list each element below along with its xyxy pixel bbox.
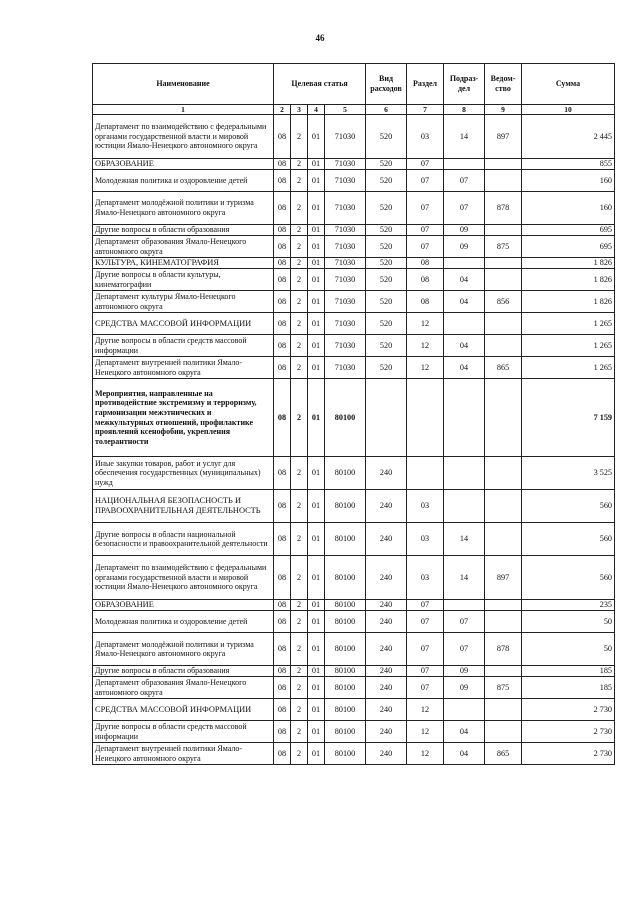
table-cell-razdel: 03: [407, 115, 444, 159]
table-cell-vedomstvo: 897: [485, 556, 522, 600]
table-cell-vid: 240: [366, 611, 407, 633]
table-cell-razdel: 07: [407, 236, 444, 258]
table-cell-summa: 560: [522, 556, 615, 600]
table-row: [93, 666, 615, 677]
table-cell-podrazdel: [444, 379, 485, 457]
table-cell-program: 08: [274, 699, 291, 721]
table-cell-razdel: 07: [407, 677, 444, 699]
table-cell-vedomstvo: 875: [485, 236, 522, 258]
table-cell-program: 08: [274, 677, 291, 699]
table-cell-vid: 520: [366, 159, 407, 170]
table-cell-name: ОБРАЗОВАНИЕ: [93, 600, 274, 611]
table-row: [93, 743, 615, 765]
table-cell-vedomstvo: [485, 457, 522, 490]
table-cell-subprogram: 2: [291, 170, 308, 192]
table-cell-event: 01: [308, 236, 325, 258]
table-cell-podrazdel: 04: [444, 291, 485, 313]
table-cell-name: Департамент молодёжной политики и туризма Ямало-Ненецкого автономного округа: [93, 192, 274, 225]
table-cell-podrazdel: 04: [444, 335, 485, 357]
table-cell-event: 01: [308, 699, 325, 721]
table-cell-event: 01: [308, 677, 325, 699]
table-cell-summa: 50: [522, 611, 615, 633]
table-cell-event: 01: [308, 611, 325, 633]
table-cell-summa: 695: [522, 225, 615, 236]
table-row: [93, 258, 615, 269]
table-cell-razdel: 07: [407, 611, 444, 633]
table-cell-podrazdel: 07: [444, 192, 485, 225]
table-cell-vid: 520: [366, 258, 407, 269]
table-cell-direction: 71030: [325, 269, 366, 291]
table-cell-summa: 2 730: [522, 699, 615, 721]
table-cell-razdel: 12: [407, 699, 444, 721]
table-cell-subprogram: 2: [291, 523, 308, 556]
table-cell-subprogram: 2: [291, 115, 308, 159]
table-cell-name: Другие вопросы в области культуры, кинематографии: [93, 269, 274, 291]
table-cell-summa: 855: [522, 159, 615, 170]
table-cell-name: Другие вопросы в области средств массовой информации: [93, 721, 274, 743]
table-cell-subprogram: 2: [291, 743, 308, 765]
table-cell-event: 01: [308, 258, 325, 269]
table-cell-summa: 1 826: [522, 258, 615, 269]
table-cell-podrazdel: 14: [444, 523, 485, 556]
table-cell-name: Мероприятия, направленные на противодействие экстремизму и терроризму, гармонизации межэтнических и межкультурных отношений, профилактике проявлений ксенофобии, укрепления толерантности: [93, 379, 274, 457]
table-cell-razdel: 07: [407, 170, 444, 192]
table-cell-vedomstvo: 865: [485, 743, 522, 765]
table-cell-direction: 80100: [325, 490, 366, 523]
page-number: 46: [315, 33, 325, 43]
table-cell-summa: 560: [522, 523, 615, 556]
table-cell-event: 01: [308, 556, 325, 600]
table-cell-podrazdel: [444, 159, 485, 170]
table-cell-podrazdel: 07: [444, 633, 485, 666]
table-cell-direction: 80100: [325, 523, 366, 556]
table-cell-podrazdel: 04: [444, 721, 485, 743]
table-cell-razdel: 08: [407, 258, 444, 269]
table-cell-vid: 520: [366, 357, 407, 379]
table-cell-vid: 520: [366, 225, 407, 236]
table-cell-name: Другие вопросы в области образования: [93, 225, 274, 236]
table-cell-podrazdel: [444, 490, 485, 523]
column-number: 9: [485, 105, 522, 115]
table-cell-vedomstvo: 897: [485, 115, 522, 159]
table-cell-summa: 160: [522, 170, 615, 192]
table-cell-event: 01: [308, 170, 325, 192]
table-cell-vid: 520: [366, 291, 407, 313]
table-cell-vedomstvo: [485, 159, 522, 170]
table-cell-razdel: 07: [407, 600, 444, 611]
table-cell-podrazdel: 04: [444, 743, 485, 765]
table-cell-podrazdel: 07: [444, 611, 485, 633]
header-vedomstvo: Ведом-ство: [485, 64, 522, 105]
table-cell-direction: 80100: [325, 457, 366, 490]
table-body: [93, 115, 615, 765]
table-cell-vedomstvo: [485, 313, 522, 335]
table-cell-razdel: 12: [407, 357, 444, 379]
table-cell-podrazdel: [444, 313, 485, 335]
table-row: [93, 269, 615, 291]
table-row: [93, 699, 615, 721]
table-cell-program: 08: [274, 170, 291, 192]
table-cell-subprogram: 2: [291, 236, 308, 258]
table-cell-program: 08: [274, 236, 291, 258]
table-cell-vedomstvo: 856: [485, 291, 522, 313]
table-cell-program: 08: [274, 379, 291, 457]
table-cell-direction: 80100: [325, 666, 366, 677]
table-cell-direction: 71030: [325, 357, 366, 379]
table-cell-vedomstvo: 878: [485, 633, 522, 666]
table-cell-program: 08: [274, 258, 291, 269]
table-cell-summa: 560: [522, 490, 615, 523]
table-cell-razdel: 07: [407, 666, 444, 677]
column-number: 8: [444, 105, 485, 115]
table-cell-program: 08: [274, 357, 291, 379]
table-cell-razdel: 03: [407, 523, 444, 556]
table-cell-vedomstvo: [485, 379, 522, 457]
header-summa: Сумма: [522, 64, 615, 105]
table-cell-direction: 71030: [325, 225, 366, 236]
table-cell-event: 01: [308, 490, 325, 523]
table-cell-razdel: 03: [407, 490, 444, 523]
table-cell-direction: 71030: [325, 291, 366, 313]
table-row: [93, 170, 615, 192]
table-cell-summa: 1 826: [522, 291, 615, 313]
table-cell-podrazdel: [444, 457, 485, 490]
table-cell-direction: 71030: [325, 258, 366, 269]
table-cell-razdel: 07: [407, 192, 444, 225]
table-cell-event: 01: [308, 335, 325, 357]
table-row: [93, 721, 615, 743]
table-cell-subprogram: 2: [291, 633, 308, 666]
table-cell-subprogram: 2: [291, 225, 308, 236]
table-cell-direction: 80100: [325, 721, 366, 743]
table-cell-vid: 520: [366, 313, 407, 335]
table-cell-summa: 235: [522, 600, 615, 611]
table-cell-vid: 520: [366, 335, 407, 357]
column-number: 10: [522, 105, 615, 115]
table-cell-vid: 520: [366, 170, 407, 192]
table-row: [93, 490, 615, 523]
table-cell-podrazdel: 14: [444, 115, 485, 159]
table-cell-name: Департамент внутренней политики Ямало-Ненецкого автономного округа: [93, 743, 274, 765]
table-cell-vedomstvo: [485, 225, 522, 236]
table-cell-name: Другие вопросы в области национальной безопасности и правоохранительной деятельности: [93, 523, 274, 556]
table-cell-name: Департамент по взаимодействию с федеральными органами государственной власти и мировой юстиции Ямало-Ненецкого автономного округа: [93, 115, 274, 159]
table-cell-event: 01: [308, 291, 325, 313]
table-row: [93, 523, 615, 556]
table-cell-name: Департамент образования Ямало-Ненецкого автономного округа: [93, 677, 274, 699]
table-cell-name: КУЛЬТУРА, КИНЕМАТОГРАФИЯ: [93, 258, 274, 269]
table-cell-podrazdel: 04: [444, 269, 485, 291]
table-cell-vedomstvo: [485, 600, 522, 611]
table-cell-razdel: 12: [407, 721, 444, 743]
table-cell-name: Другие вопросы в области образования: [93, 666, 274, 677]
table-cell-direction: 80100: [325, 633, 366, 666]
table-cell-direction: 80100: [325, 677, 366, 699]
table-row: [93, 556, 615, 600]
table-cell-direction: 71030: [325, 159, 366, 170]
table-cell-subprogram: 2: [291, 611, 308, 633]
table-cell-subprogram: 2: [291, 600, 308, 611]
table-cell-razdel: 08: [407, 291, 444, 313]
table-cell-event: 01: [308, 721, 325, 743]
table-cell-name: НАЦИОНАЛЬНАЯ БЕЗОПАСНОСТЬ И ПРАВООХРАНИТЕЛЬНАЯ ДЕЯТЕЛЬНОСТЬ: [93, 490, 274, 523]
table-cell-event: 01: [308, 523, 325, 556]
table-cell-podrazdel: [444, 600, 485, 611]
table-cell-event: 01: [308, 633, 325, 666]
table-cell-vid: 240: [366, 523, 407, 556]
table-cell-vedomstvo: 865: [485, 357, 522, 379]
table-row: [93, 115, 615, 159]
table-cell-razdel: 07: [407, 225, 444, 236]
table-cell-direction: 71030: [325, 115, 366, 159]
table-row: [93, 677, 615, 699]
table-cell-program: 08: [274, 721, 291, 743]
table-cell-vid: 240: [366, 721, 407, 743]
table-cell-program: 08: [274, 269, 291, 291]
table-cell-direction: 80100: [325, 611, 366, 633]
table-cell-program: 08: [274, 523, 291, 556]
table-cell-summa: 2 445: [522, 115, 615, 159]
table-cell-subprogram: 2: [291, 490, 308, 523]
table-cell-podrazdel: [444, 699, 485, 721]
table-cell-vid: [366, 379, 407, 457]
table-cell-name: ОБРАЗОВАНИЕ: [93, 159, 274, 170]
table-cell-name: Молодежная политика и оздоровление детей: [93, 611, 274, 633]
table-cell-vedomstvo: [485, 269, 522, 291]
table-cell-vid: 240: [366, 490, 407, 523]
table-row: [93, 611, 615, 633]
table-cell-vedomstvo: [485, 611, 522, 633]
table-cell-name: Департамент образования Ямало-Ненецкого автономного округа: [93, 236, 274, 258]
table-cell-direction: 80100: [325, 556, 366, 600]
table-cell-vid: 240: [366, 600, 407, 611]
table-row: [93, 379, 615, 457]
table-cell-subprogram: 2: [291, 192, 308, 225]
table-cell-program: 08: [274, 556, 291, 600]
table-cell-subprogram: 2: [291, 457, 308, 490]
table-cell-summa: 1 265: [522, 313, 615, 335]
table-cell-name: Молодежная политика и оздоровление детей: [93, 170, 274, 192]
table-cell-summa: 160: [522, 192, 615, 225]
table-cell-summa: 1 826: [522, 269, 615, 291]
table-cell-vedomstvo: 875: [485, 677, 522, 699]
table-cell-razdel: 12: [407, 313, 444, 335]
table-cell-direction: 71030: [325, 170, 366, 192]
table-cell-program: 08: [274, 335, 291, 357]
table-cell-subprogram: 2: [291, 269, 308, 291]
table-cell-razdel: 08: [407, 269, 444, 291]
table-cell-podrazdel: 09: [444, 236, 485, 258]
table-cell-event: 01: [308, 357, 325, 379]
table-cell-event: 01: [308, 192, 325, 225]
table-cell-razdel: 07: [407, 633, 444, 666]
table-cell-direction: 80100: [325, 743, 366, 765]
table-cell-vid: 240: [366, 556, 407, 600]
table-cell-program: 08: [274, 192, 291, 225]
table-row: [93, 192, 615, 225]
table-cell-vid: 240: [366, 699, 407, 721]
table-cell-summa: 185: [522, 666, 615, 677]
table-cell-razdel: 12: [407, 335, 444, 357]
table-cell-vedomstvo: [485, 721, 522, 743]
table-cell-event: 01: [308, 115, 325, 159]
table-cell-event: 01: [308, 379, 325, 457]
table-cell-name: Департамент по взаимодействию с федеральными органами государственной власти и мировой юстиции Ямало-Ненецкого автономного округа: [93, 556, 274, 600]
table-cell-direction: 71030: [325, 313, 366, 335]
table-cell-vedomstvo: [485, 699, 522, 721]
table-cell-summa: 695: [522, 236, 615, 258]
table-cell-program: 08: [274, 633, 291, 666]
table-cell-summa: 1 265: [522, 335, 615, 357]
table-cell-vedomstvo: [485, 490, 522, 523]
table-cell-vedomstvo: 878: [485, 192, 522, 225]
table-cell-direction: 71030: [325, 335, 366, 357]
column-number: 3: [291, 105, 308, 115]
table-cell-name: Департамент молодёжной политики и туризма Ямало-Ненецкого автономного округа: [93, 633, 274, 666]
table-row: [93, 236, 615, 258]
header-target: Целевая статья: [274, 64, 366, 105]
table-cell-program: 08: [274, 490, 291, 523]
table-row: [93, 633, 615, 666]
header-podrazdel: Подраз-дел: [444, 64, 485, 105]
table-cell-direction: 80100: [325, 379, 366, 457]
table-row: [93, 291, 615, 313]
table-cell-subprogram: 2: [291, 677, 308, 699]
budget-table: [92, 63, 615, 765]
table-cell-event: 01: [308, 225, 325, 236]
table-cell-program: 08: [274, 225, 291, 236]
table-cell-subprogram: 2: [291, 666, 308, 677]
table-cell-event: 01: [308, 743, 325, 765]
table-row: [93, 357, 615, 379]
table-cell-program: 08: [274, 600, 291, 611]
table-cell-vid: 520: [366, 115, 407, 159]
table-cell-podrazdel: 09: [444, 225, 485, 236]
table-cell-name: Департамент культуры Ямало-Ненецкого автономного округа: [93, 291, 274, 313]
table-cell-event: 01: [308, 159, 325, 170]
table-cell-event: 01: [308, 600, 325, 611]
table-cell-vid: 240: [366, 677, 407, 699]
table-row: [93, 159, 615, 170]
table-cell-summa: 2 730: [522, 721, 615, 743]
table-cell-subprogram: 2: [291, 291, 308, 313]
table-cell-event: 01: [308, 457, 325, 490]
table-row: [93, 457, 615, 490]
column-number-row: [93, 105, 615, 115]
table-cell-summa: 185: [522, 677, 615, 699]
header-razdel: Раздел: [407, 64, 444, 105]
table-cell-podrazdel: 04: [444, 357, 485, 379]
table-cell-vid: 520: [366, 269, 407, 291]
table-cell-program: 08: [274, 115, 291, 159]
table-cell-vid: 240: [366, 666, 407, 677]
table-cell-subprogram: 2: [291, 721, 308, 743]
table-cell-subprogram: 2: [291, 335, 308, 357]
table-cell-program: 08: [274, 666, 291, 677]
table-cell-summa: 50: [522, 633, 615, 666]
table-cell-subprogram: 2: [291, 313, 308, 335]
table-cell-direction: 71030: [325, 192, 366, 225]
table-cell-razdel: [407, 379, 444, 457]
table-cell-program: 08: [274, 313, 291, 335]
table-cell-name: СРЕДСТВА МАССОВОЙ ИНФОРМАЦИИ: [93, 313, 274, 335]
table-cell-vedomstvo: [485, 666, 522, 677]
header-row: [93, 64, 615, 105]
table-cell-vid: 240: [366, 457, 407, 490]
table-cell-direction: 80100: [325, 699, 366, 721]
column-number: 4: [308, 105, 325, 115]
table-cell-vedomstvo: [485, 170, 522, 192]
column-number: 5: [325, 105, 366, 115]
table-cell-event: 01: [308, 666, 325, 677]
table-cell-vedomstvo: [485, 258, 522, 269]
table-cell-program: 08: [274, 743, 291, 765]
table-cell-vid: 240: [366, 743, 407, 765]
table-cell-program: 08: [274, 611, 291, 633]
table-cell-vedomstvo: [485, 523, 522, 556]
table-cell-name: Департамент внутренней политики Ямало-Ненецкого автономного округа: [93, 357, 274, 379]
table-cell-program: 08: [274, 291, 291, 313]
table-cell-podrazdel: 09: [444, 666, 485, 677]
table-cell-subprogram: 2: [291, 357, 308, 379]
table-cell-subprogram: 2: [291, 699, 308, 721]
table-cell-razdel: [407, 457, 444, 490]
table-cell-subprogram: 2: [291, 379, 308, 457]
table-cell-summa: 1 265: [522, 357, 615, 379]
table-cell-podrazdel: [444, 258, 485, 269]
table-cell-summa: 3 525: [522, 457, 615, 490]
column-number: 2: [274, 105, 291, 115]
table-cell-vedomstvo: [485, 335, 522, 357]
table-cell-subprogram: 2: [291, 159, 308, 170]
table-cell-razdel: 07: [407, 159, 444, 170]
table-cell-podrazdel: 07: [444, 170, 485, 192]
table-cell-vid: 520: [366, 192, 407, 225]
table-cell-direction: 80100: [325, 600, 366, 611]
table-cell-subprogram: 2: [291, 556, 308, 600]
header-vid: Вид расходов: [366, 64, 407, 105]
table-cell-vid: 240: [366, 633, 407, 666]
column-number: 7: [407, 105, 444, 115]
column-number: 1: [93, 105, 274, 115]
table-row: [93, 335, 615, 357]
table-cell-summa: 7 159: [522, 379, 615, 457]
table-cell-podrazdel: 14: [444, 556, 485, 600]
table-cell-name: Иные закупки товаров, работ и услуг для обеспечения государственных (муниципальных) нужд: [93, 457, 274, 490]
table-cell-direction: 71030: [325, 236, 366, 258]
table-row: [93, 225, 615, 236]
table-row: [93, 313, 615, 335]
table-cell-subprogram: 2: [291, 258, 308, 269]
table-cell-event: 01: [308, 269, 325, 291]
table-cell-razdel: 03: [407, 556, 444, 600]
table-cell-name: СРЕДСТВА МАССОВОЙ ИНФОРМАЦИИ: [93, 699, 274, 721]
table-cell-vid: 520: [366, 236, 407, 258]
table-cell-program: 08: [274, 457, 291, 490]
table-cell-razdel: 12: [407, 743, 444, 765]
table-cell-podrazdel: 09: [444, 677, 485, 699]
table-cell-name: Другие вопросы в области средств массовой информации: [93, 335, 274, 357]
column-number: 6: [366, 105, 407, 115]
header-name: Наименование: [93, 64, 274, 105]
table-cell-summa: 2 730: [522, 743, 615, 765]
table-cell-event: 01: [308, 313, 325, 335]
table-cell-program: 08: [274, 159, 291, 170]
table-row: [93, 600, 615, 611]
